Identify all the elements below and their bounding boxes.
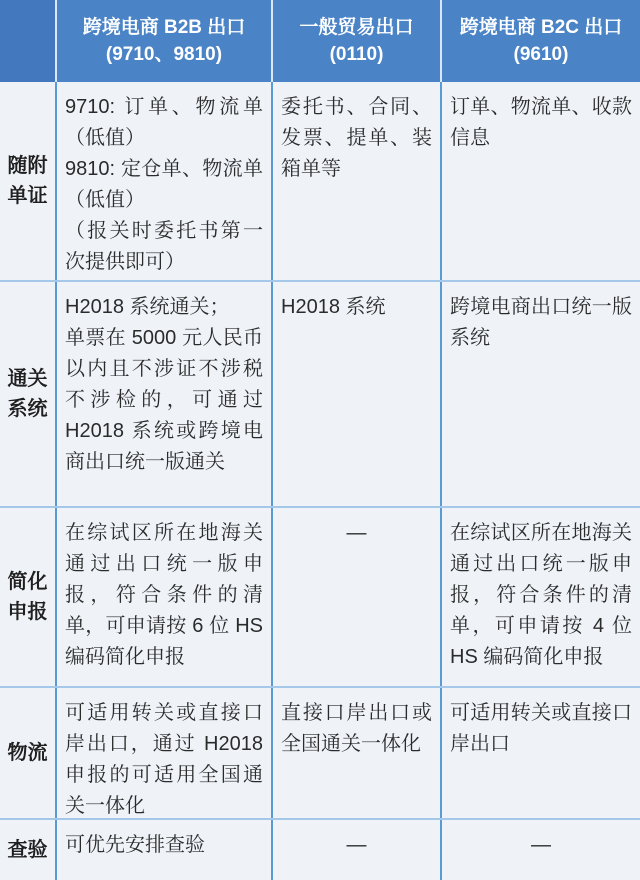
column-title: 跨境电商 B2C 出口 <box>459 17 623 38</box>
cell-paragraph: 订单、物流单、收款信息 <box>450 96 632 149</box>
cell-paragraph: 直接口岸出口或全国通关一体化 <box>281 702 432 755</box>
cell-paragraph: （报关时委托书第一次提供即可） <box>65 220 263 273</box>
table-row-documents <box>0 82 640 282</box>
row-label-inspection: 查验 <box>0 820 57 880</box>
cell-paragraph: 在综试区所在地海关通过出口统一版申报，符合条件的清单，可申请按 4 位 HS 编码简化申报 <box>450 522 632 668</box>
column-header-b2c-export <box>442 0 640 82</box>
column-code: (9710、9810) <box>105 44 223 65</box>
cell-paragraph: H2018 系统 <box>281 296 386 318</box>
row-label-simplified-declaration: 简化申报 <box>0 508 57 686</box>
table-row-simplified-declaration <box>0 508 640 688</box>
table-row-inspection <box>0 820 640 880</box>
cell-paragraph: 单票在 5000 元人民币以内且不涉证不涉税不涉检的，可通过 H2018 系统或跨境电商出口统一版通关 <box>65 327 263 473</box>
cell-paragraph: 可适用转关或直接口岸出口，通过 H2018 申报的可适用全国通关一体化 <box>65 702 263 817</box>
cell-logistics-b2c <box>442 688 640 818</box>
dash-placeholder: — <box>531 834 551 856</box>
cell-paragraph: 在综试区所在地海关通过出口统一版申报，符合条件的清单，可申请按 6 位 HS 编码简化申报 <box>65 522 263 668</box>
table-header-row <box>0 0 640 82</box>
row-label-documents: 随附单证 <box>0 82 57 280</box>
cell-simplified-b2b <box>57 508 273 686</box>
cell-simplified-general <box>273 508 442 686</box>
cell-paragraph: H2018 系统通关； <box>65 296 230 318</box>
cell-clearance-general <box>273 282 442 506</box>
cell-inspection-b2b <box>57 820 273 880</box>
cell-paragraph: 跨境电商出口统一版系统 <box>450 296 632 349</box>
cell-simplified-b2c <box>442 508 640 686</box>
dash-placeholder: — <box>346 522 367 544</box>
cell-clearance-b2b <box>57 282 273 506</box>
cell-inspection-general <box>273 820 442 880</box>
table-row-clearance-system <box>0 282 640 508</box>
column-title: 一般贸易出口 <box>299 17 414 38</box>
cell-inspection-b2c <box>442 820 640 880</box>
cell-clearance-b2c <box>442 282 640 506</box>
cell-paragraph: 9810: 定仓单、物流单（低值） <box>65 158 263 211</box>
column-code: (0110) <box>329 44 384 65</box>
column-header-b2b-export <box>57 0 273 82</box>
row-label-clearance-system: 通关系统 <box>0 282 57 506</box>
column-title: 跨境电商 B2B 出口 <box>82 17 246 38</box>
cell-documents-general <box>273 82 442 280</box>
cell-paragraph: 可优先安排查验 <box>65 834 205 856</box>
table-row-logistics <box>0 688 640 820</box>
column-code: (9610) <box>513 44 569 65</box>
column-header-general-trade-export <box>273 0 442 82</box>
row-label-logistics: 物流 <box>0 688 57 818</box>
cell-documents-b2c <box>442 82 640 280</box>
corner-cell <box>0 0 57 82</box>
cell-logistics-b2b <box>57 688 273 818</box>
dash-placeholder: — <box>346 834 367 856</box>
cell-paragraph: 9710: 订单、物流单（低值） <box>65 96 263 149</box>
cell-paragraph: 可适用转关或直接口岸出口 <box>450 702 632 755</box>
cell-paragraph: 委托书、合同、发票、提单、装箱单等 <box>281 96 432 180</box>
cell-logistics-general <box>273 688 442 818</box>
cell-documents-b2b <box>57 82 273 280</box>
